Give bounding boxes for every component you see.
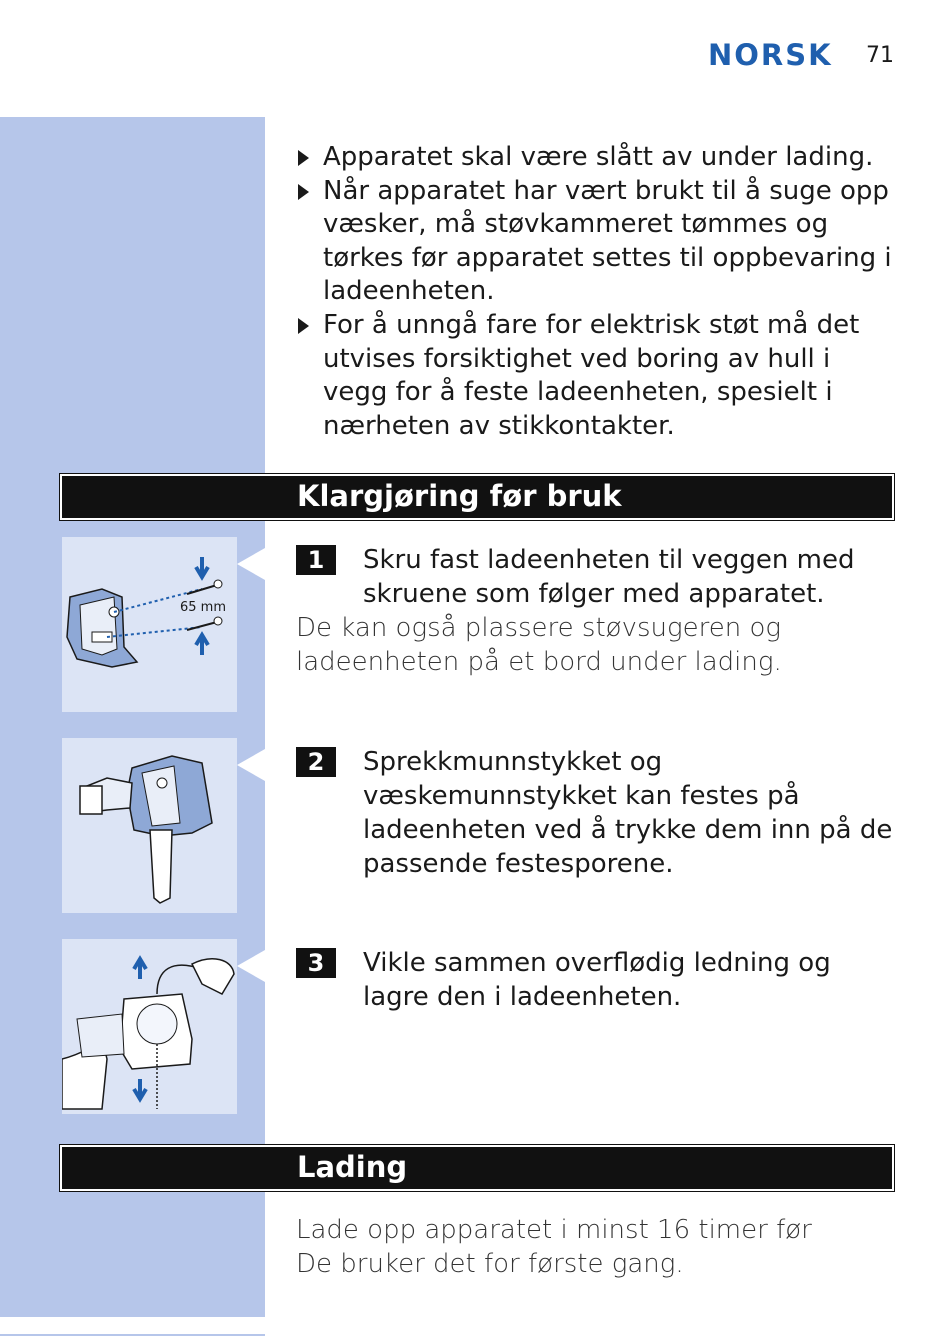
section-heading-bar [60,1145,894,1191]
sidebar-band [0,117,265,1317]
page-number: 71 [866,43,894,68]
language-label: NORSK [708,38,833,72]
wall-mount-drawing [62,537,237,712]
bottom-rule [0,1334,265,1336]
distance-label: 65 mm [180,600,227,615]
illustration-pointer [237,950,265,982]
bullet-icon [298,150,309,166]
illustration-pointer [237,749,265,781]
warning-text: For å unngå fare for elektrisk støt må det utvises forsiktighet ved boring av hull i vegg for å feste ladeenheten, spesielt i nærheten av stikkontakter. [323,309,860,441]
section-heading-bar [60,474,894,520]
section-title: Lading [297,1150,408,1184]
section-title: Klargjøring før bruk [297,479,622,513]
cord-storage-drawing [62,939,237,1114]
warning-list [296,141,896,443]
warning-text: Når apparatet har vært brukt til å suge opp væsker, må støvkammeret tømmes og tørkes før apparatet settes til oppbevaring i ladeenheten. [323,175,892,307]
step-text: Vikle sammen overflødig ledning og lagre den i ladeenheten. [363,948,831,1012]
nozzle-drawing [62,738,237,913]
step-number: 3 [296,948,336,978]
warning-text: Apparatet skal være slått av under lading. [323,142,874,172]
bullet-icon [298,318,309,334]
cord-storage-illustration [62,939,237,1114]
step-number: 1 [296,545,336,575]
step-note: De kan også plassere støvsugeren og ladeenheten på et bord under lading. [296,613,782,677]
warning-item [296,141,896,175]
wall-mount-illustration [62,537,237,712]
nozzle-illustration [62,738,237,913]
charging-text: Lade opp apparatet i minst 16 timer før De bruker det for første gang. [296,1215,812,1279]
step-text: Sprekkmunnstykket og væskemunnstykket kan festes på ladeenheten ved å trykke dem inn på de passende festesporene. [363,747,893,879]
bullet-icon [298,184,309,200]
warning-item [296,175,896,309]
step-number: 2 [296,747,336,777]
step-text: Skru fast ladeenheten til veggen med skruene som følger med apparatet. [363,545,855,609]
warning-item [296,309,896,443]
illustration-pointer [237,548,265,580]
